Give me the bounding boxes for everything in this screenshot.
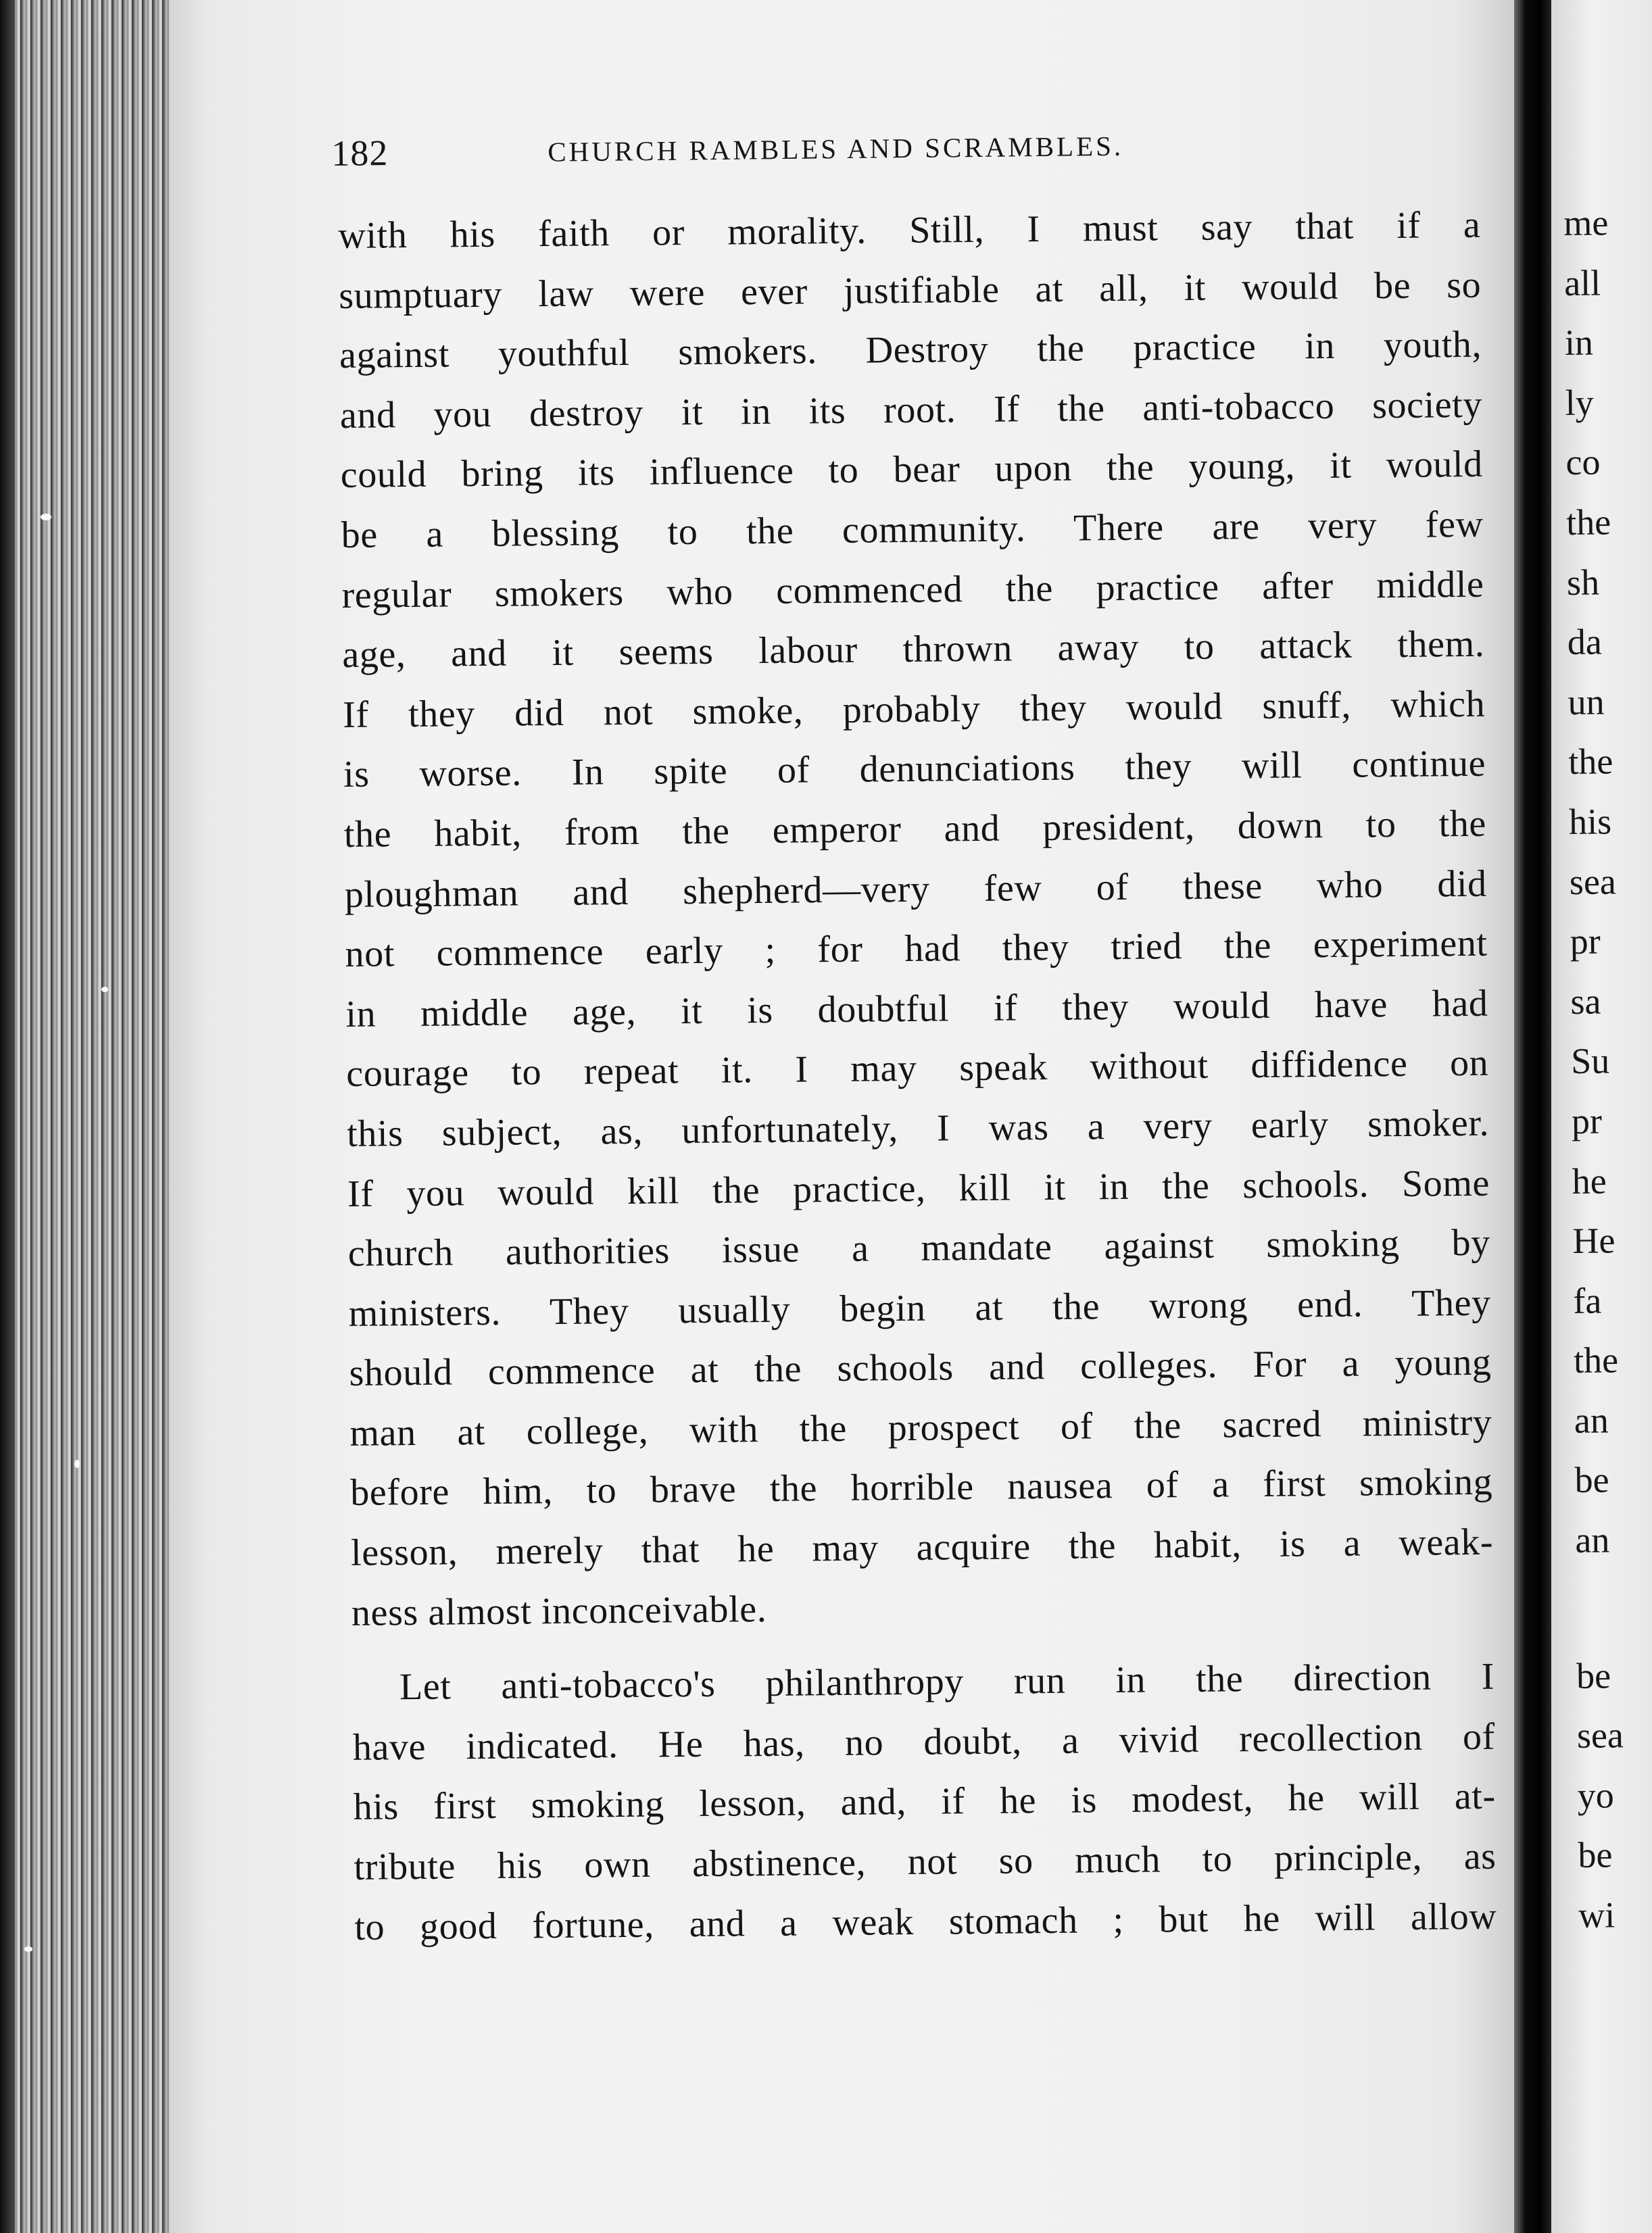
facing-line: He [1572, 1220, 1615, 1262]
text-line: If you would kill the practice, kill it in the schools. Some [347, 1162, 1490, 1215]
page-stack-edges [0, 0, 169, 2233]
text-line: ness almost inconceivable. [351, 1588, 767, 1634]
text-line: this subject, as, unfortunately, I was a very early smoker. [346, 1102, 1490, 1155]
text-line: have indicated. He has, no doubt, a vivid recollection of [352, 1715, 1496, 1769]
facing-line: an [1574, 1400, 1609, 1441]
scan-speck [41, 514, 51, 520]
facing-line: all [1563, 262, 1601, 303]
text-line: courage to repeat it. I may speak without diffidence on [346, 1042, 1489, 1096]
scan-speck [74, 1460, 80, 1468]
text-line: not commence early ; for had they tried the experiment [345, 922, 1488, 976]
facing-line: un [1568, 681, 1605, 722]
text-line: tribute his own abstinence, not so much to principle, as [354, 1835, 1497, 1888]
facing-line: sa [1570, 981, 1601, 1022]
page-number: 182 [331, 132, 389, 174]
scan-speck [101, 987, 108, 992]
facing-line: an [1575, 1519, 1610, 1561]
body-text [338, 195, 1497, 1957]
facing-line: sea [1576, 1715, 1624, 1757]
text-line: to good fortune, and a weak stomach ; but he will allow [354, 1895, 1497, 1948]
facing-line: sea [1569, 860, 1617, 902]
facing-line: be [1578, 1834, 1613, 1876]
facing-line: da [1567, 621, 1603, 663]
facing-line: he [1572, 1160, 1607, 1202]
text-line: age, and it seems labour thrown away to attack them. [342, 622, 1485, 677]
text-line: and you destroy it in its root. If the anti-tobacco society [339, 383, 1483, 437]
facing-line: fa [1573, 1280, 1602, 1321]
text-line: sumptuary law were ever justifiable at all, it would be so [338, 264, 1482, 317]
facing-line: the [1568, 741, 1613, 783]
text-line: ministers. They usually begin at the wrong end. They [348, 1281, 1491, 1335]
facing-page [1551, 0, 1652, 2233]
facing-line: co [1565, 441, 1601, 483]
facing-line: pr [1570, 921, 1601, 962]
facing-line: the [1573, 1340, 1619, 1381]
facing-line: his [1568, 801, 1612, 842]
text-line: with his faith or morality. Still, I must say that if a [338, 203, 1481, 257]
text-line: lesson, merely that he may acquire the habit, is a weak- [350, 1521, 1494, 1574]
text-line: before him, to brave the horrible nausea of a first smoking [349, 1461, 1493, 1515]
facing-line: be [1574, 1459, 1609, 1501]
book-gutter [1514, 0, 1551, 2233]
text-line: be a blessing to the community. There are very few [341, 503, 1484, 556]
facing-line: be [1576, 1655, 1611, 1696]
facing-line: ly [1565, 382, 1594, 423]
facing-page-text [1563, 193, 1652, 1946]
facing-line: wi [1578, 1894, 1615, 1936]
facing-line: yo [1577, 1775, 1614, 1816]
text-line: against youthful smokers. Destroy the practice in youth, [339, 323, 1482, 377]
text-line: should commence at the schools and colleges. For a young [349, 1341, 1492, 1395]
text-line: is worse. In spite of denunciations they will continue [343, 743, 1486, 796]
facing-line: in [1564, 322, 1594, 364]
text-line: the habit, from the emperor and president, down to the [343, 802, 1487, 856]
running-head [331, 123, 1265, 180]
facing-line: Su [1570, 1040, 1610, 1082]
scan-speck [24, 1946, 32, 1952]
text-line: ploughman and shepherd—very few of these who did [344, 862, 1487, 916]
text-line: in middle age, it is doubtful if they would have had [345, 982, 1488, 1035]
text-line: church authorities issue a mandate against smoking by [347, 1221, 1491, 1275]
facing-line: the [1565, 501, 1611, 543]
facing-line: sh [1566, 562, 1600, 603]
paragraph-first-line: Let anti-tobacco's philanthropy run in the direction I [399, 1655, 1495, 1709]
text-line: could bring its influence to bear upon the young, it would [340, 443, 1484, 497]
text-line: regular smokers who commenced the practice after middle [341, 563, 1484, 616]
text-line: his first smoking lesson, and, if he is modest, he will at- [353, 1775, 1496, 1829]
facing-line: pr [1571, 1100, 1603, 1142]
text-line: man at college, with the prospect of the sacred ministry [349, 1401, 1492, 1454]
running-title: CHURCH RAMBLES AND SCRAMBLES. [548, 130, 1124, 168]
text-line: If they did not smoke, probably they would snuff, which [342, 683, 1486, 736]
facing-line: me [1563, 202, 1609, 243]
